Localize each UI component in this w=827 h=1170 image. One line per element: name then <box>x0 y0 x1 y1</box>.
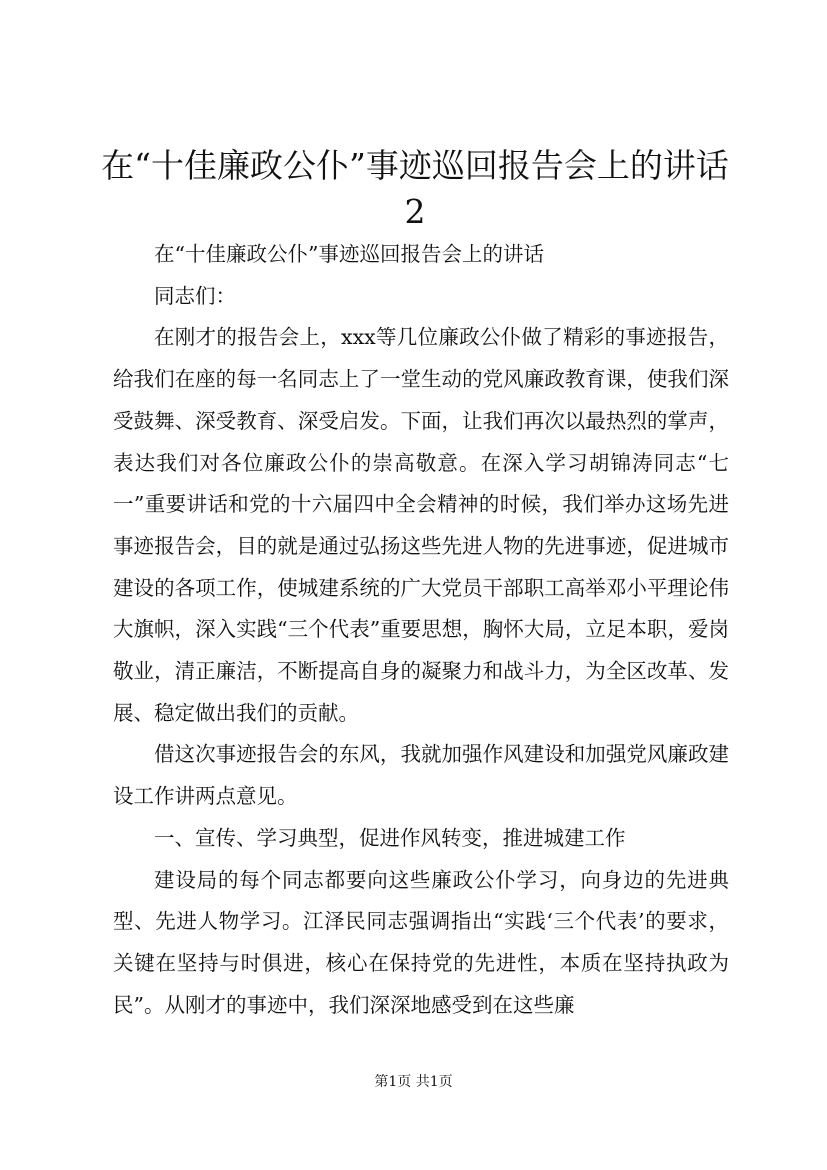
subtitle-paragraph: 在“十佳廉政公仆”事迹巡回报告会上的讲话 <box>154 242 544 266</box>
title-line-2: 2 <box>404 192 426 231</box>
document-body <box>113 234 729 1026</box>
document-title <box>100 143 730 235</box>
title-line-1: 在“十佳廉政公仆”事迹巡回报告会上的讲话 <box>101 146 729 185</box>
salutation-paragraph: 同志们： <box>154 283 236 308</box>
page-footer: 第1页 共1页 <box>374 1074 453 1090</box>
section-heading: 一、宣传、学习典型，促进作风转变，推进城建工作 <box>154 825 626 850</box>
body-paragraph: 建设局的每个同志都要向这些廉政公仆学习，向身边的先进典型、先进人物学习。江泽民同志强调指出“实践‘三个代表’的要求，关键在坚持与时俱进，核心在保持党的先进性，本质在坚持执政为民”。从刚才的事迹中，我们深深地感受到在这些廉 <box>113 867 729 1017</box>
body-paragraph: 在刚才的报告会上，xxx等几位廉政公仆做了精彩的事迹报告，给我们在座的每一名同志上了一堂生动的党风廉政教育课，使我们深受鼓舞、深受教育、深受启发。下面，让我们再次以最热烈的掌声，表达我们对各位廉政公仆的崇高敬意。在深入学习胡锦涛同志“七一”重要讲话和党的十六届四中全会精神的时候，我们举办这场先进事迹报告会，目的就是通过弘扬这些先进人物的先进事迹，促进城市建设的各项工作，使城建系统的广大党员干部职工高举邓小平理论伟大旗帜，深入实践“三个代表”重要思想，胸怀大局，立足本职，爱岗敬业，清正廉洁，不断提高自身的凝聚力和战斗力，为全区改革、发展、稳定做出我们的贡献。 <box>113 325 729 725</box>
body-paragraph: 借这次事迹报告会的东风，我就加强作风建设和加强党风廉政建设工作讲两点意见。 <box>113 742 729 809</box>
